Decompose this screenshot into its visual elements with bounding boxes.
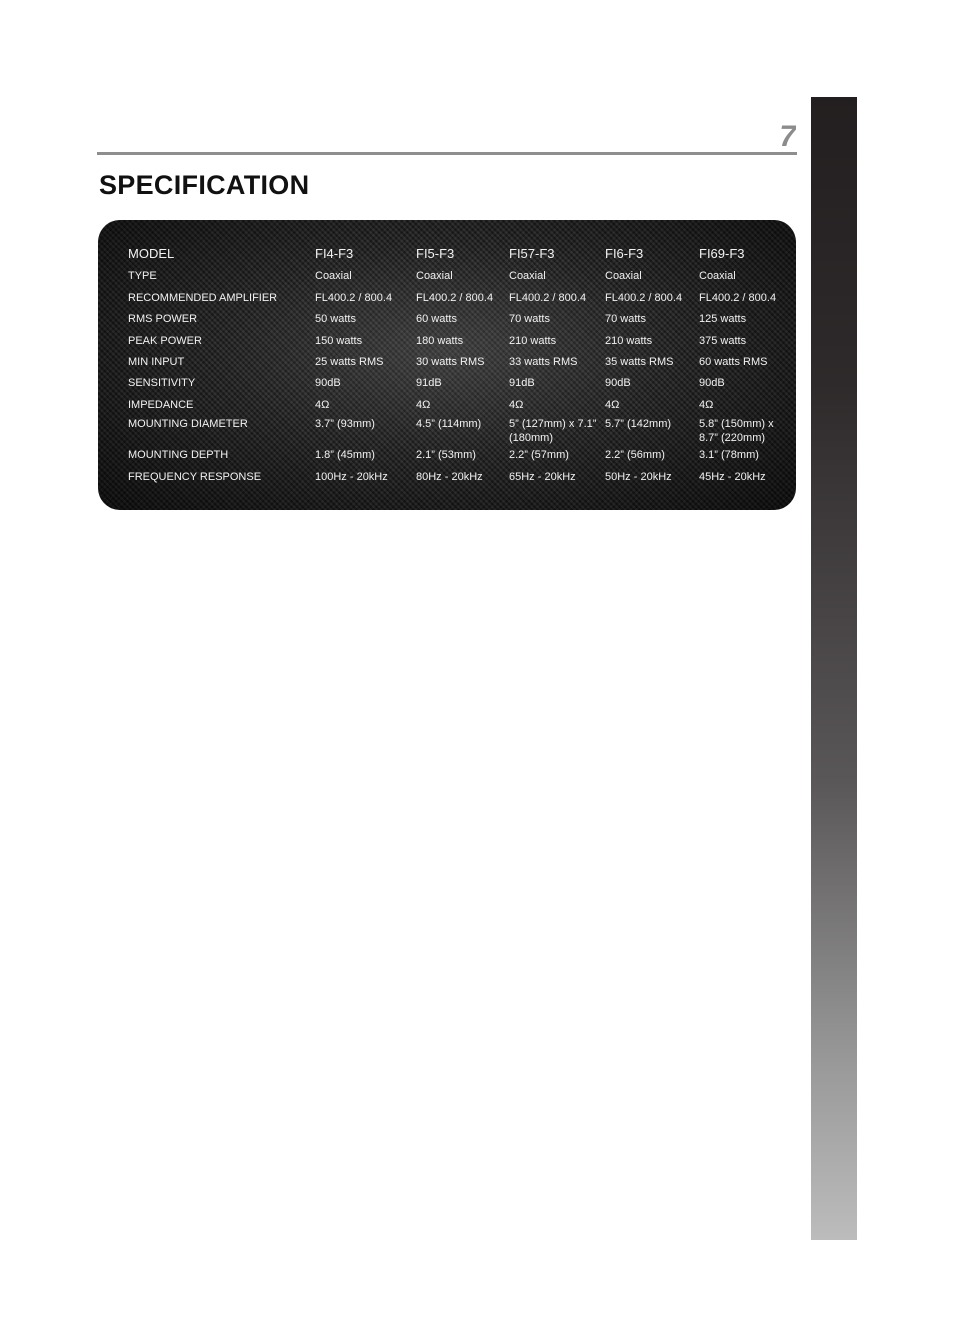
table-cell: FL400.2 / 800.4 bbox=[605, 292, 683, 304]
table-cell: Coaxial bbox=[315, 270, 352, 282]
table-cell: 4Ω bbox=[416, 399, 431, 411]
header-cell: FI69-F3 bbox=[699, 246, 745, 261]
table-cell: 45Hz - 20kHz bbox=[699, 471, 766, 483]
row-label: PEAK POWER bbox=[128, 335, 202, 347]
table-cell: Coaxial bbox=[416, 270, 453, 282]
header-cell: FI5-F3 bbox=[416, 246, 455, 261]
row-label: RMS POWER bbox=[128, 313, 198, 325]
table-cell: 33 watts RMS bbox=[509, 356, 578, 368]
table-cell: 375 watts bbox=[699, 335, 747, 347]
table-cell: 3.7” (93mm) bbox=[315, 418, 375, 430]
table-cell: 4Ω bbox=[509, 399, 524, 411]
table-cell: 60 watts RMS bbox=[699, 356, 768, 368]
table-cell: 2.2” (56mm) bbox=[605, 449, 665, 461]
table-cell: 4.5” (114mm) bbox=[416, 418, 482, 430]
table-cell: 2.1” (53mm) bbox=[416, 449, 476, 461]
table-cell: 210 watts bbox=[605, 335, 653, 347]
side-tab-bar bbox=[811, 97, 857, 1240]
table-cell: FL400.2 / 800.4 bbox=[416, 292, 494, 304]
table-cell: 5.7” (142mm) bbox=[605, 418, 672, 430]
table-cell: 210 watts bbox=[509, 335, 557, 347]
row-label: MIN INPUT bbox=[128, 356, 185, 368]
header-cell: FI4-F3 bbox=[315, 246, 354, 261]
table-cell: 65Hz - 20kHz bbox=[509, 471, 576, 483]
table-cell: 70 watts bbox=[509, 313, 550, 325]
table-cell: 30 watts RMS bbox=[416, 356, 485, 368]
table-cell: 80Hz - 20kHz bbox=[416, 471, 483, 483]
table-cell: FL400.2 / 800.4 bbox=[699, 292, 777, 304]
page-title: SPECIFICATION bbox=[99, 170, 310, 200]
table-cell: 125 watts bbox=[699, 313, 747, 325]
table-cell: 70 watts bbox=[605, 313, 646, 325]
header-cell: MODEL bbox=[128, 246, 175, 261]
table-cell: 180 watts bbox=[416, 335, 464, 347]
table-cell: 2.2” (57mm) bbox=[509, 449, 569, 461]
table-cell: 1.8” (45mm) bbox=[315, 449, 375, 461]
table-cell: 150 watts bbox=[315, 335, 363, 347]
table-cell: Coaxial bbox=[605, 270, 642, 282]
table-cell: 100Hz - 20kHz bbox=[315, 471, 388, 483]
row-label: RECOMMENDED AMPLIFIER bbox=[128, 292, 278, 304]
row-label: SENSITIVITY bbox=[128, 377, 196, 389]
table-cell: 4Ω bbox=[699, 399, 714, 411]
header-cell: FI6-F3 bbox=[605, 246, 644, 261]
table-cell: 91dB bbox=[509, 377, 535, 389]
table-cell: 50 watts bbox=[315, 313, 356, 325]
table-cell: 50Hz - 20kHz bbox=[605, 471, 672, 483]
table-cell: Coaxial bbox=[699, 270, 736, 282]
table-cell: 90dB bbox=[699, 377, 725, 389]
row-label: IMPEDANCE bbox=[128, 399, 194, 411]
table-cell: 5.8” (150mm) x 8.7” (220mm) bbox=[699, 418, 774, 444]
table-cell: Coaxial bbox=[509, 270, 546, 282]
row-label: FREQUENCY RESPONSE bbox=[128, 471, 262, 483]
table-cell: 90dB bbox=[605, 377, 631, 389]
table-cell: 3.1” (78mm) bbox=[699, 449, 759, 461]
table-cell: 91dB bbox=[416, 377, 442, 389]
table-cell: 60 watts bbox=[416, 313, 457, 325]
header-cell: FI57-F3 bbox=[509, 246, 555, 261]
row-label: TYPE bbox=[128, 270, 157, 282]
table-cell: 4Ω bbox=[315, 399, 330, 411]
table-cell: FL400.2 / 800.4 bbox=[315, 292, 393, 304]
table-cell: FL400.2 / 800.4 bbox=[509, 292, 587, 304]
table-cell: 5” (127mm) x 7.1” (180mm) bbox=[509, 418, 597, 444]
spec-table bbox=[98, 220, 796, 510]
page-number: 7 bbox=[779, 122, 796, 148]
row-label: MOUNTING DEPTH bbox=[128, 449, 229, 461]
row-label: MOUNTING DIAMETER bbox=[128, 418, 248, 430]
table-cell: 90dB bbox=[315, 377, 341, 389]
header-rule bbox=[97, 152, 797, 155]
table-cell: 25 watts RMS bbox=[315, 356, 384, 368]
table-cell: 35 watts RMS bbox=[605, 356, 674, 368]
table-cell: 4Ω bbox=[605, 399, 620, 411]
